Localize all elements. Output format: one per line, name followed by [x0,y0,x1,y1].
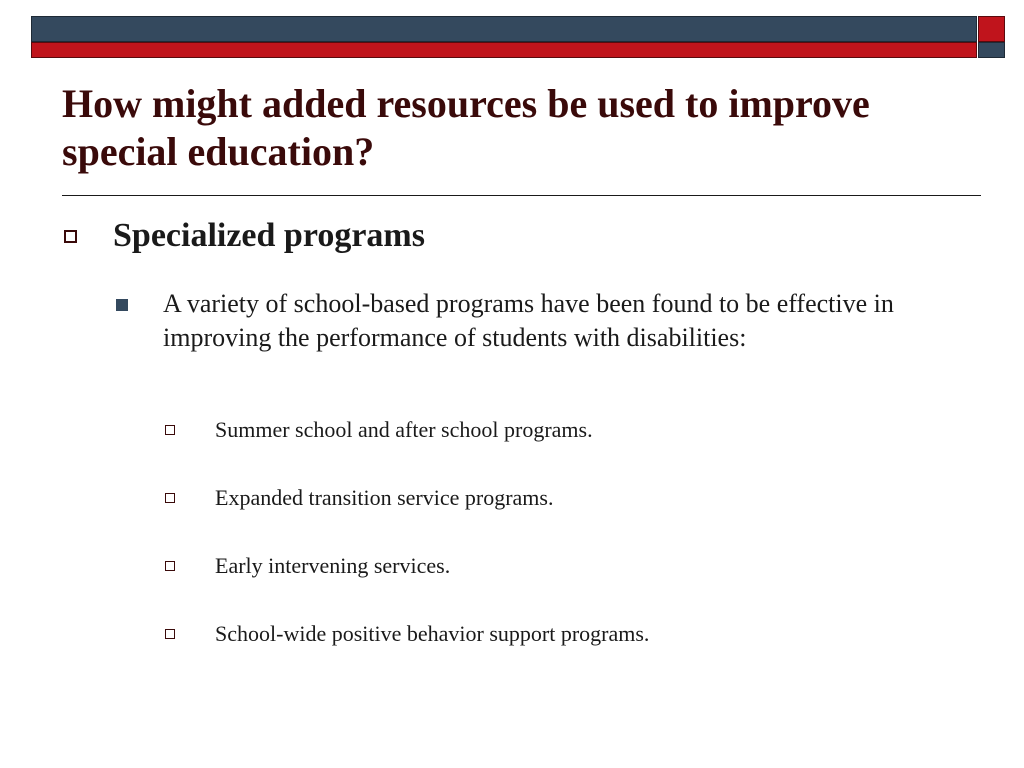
bullet-level3-item [165,416,593,444]
bullet-level3-item [165,484,553,512]
title-divider [62,195,981,196]
hollow-square-icon [165,425,175,435]
header-square-blue [978,42,1005,58]
bullet-level1-text: Specialized programs [113,217,425,254]
header-square-red [978,16,1005,42]
bullet-level3-text: School-wide positive behavior support programs. [215,621,650,646]
solid-square-icon [116,299,128,311]
bullet-level3-item [165,620,649,648]
bullet-level3-text: Expanded transition service programs. [215,485,554,510]
bullet-level2 [116,287,916,355]
slide-title: How might added resources be used to improve special education? [62,81,870,174]
bullet-level1 [64,215,425,257]
hollow-square-icon [64,230,77,243]
header-bar-red [31,42,977,58]
bullet-level3-text: Summer school and after school programs. [215,417,593,442]
header-bar-blue [31,16,977,42]
hollow-square-icon [165,493,175,503]
hollow-square-icon [165,629,175,639]
bullet-level3-text: Early intervening services. [215,553,451,578]
bullet-level2-text: A variety of school-based programs have been found to be effective in improving the performance of students with disabilities: [163,289,894,352]
hollow-square-icon [165,561,175,571]
bullet-level3-item [165,552,450,580]
